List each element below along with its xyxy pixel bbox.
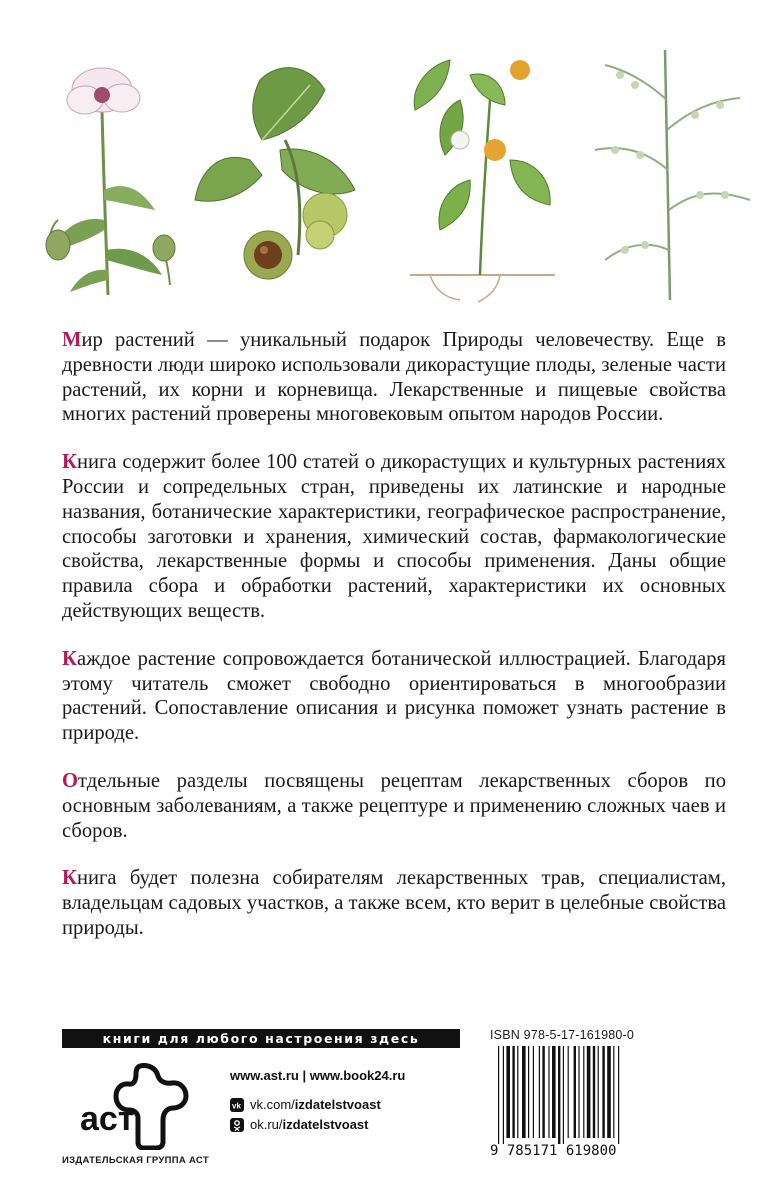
svg-text:vk: vk [232, 1101, 241, 1110]
isbn-label: ISBN 978-5-17-161980-0 [490, 1028, 635, 1042]
ok-icon [230, 1118, 244, 1132]
paragraph-text: тдельные разделы посвящены рецептам лекарственных сборов по основным заболеваниям, а также рецептуре и применению сложных чаев и сборов. [62, 769, 726, 842]
barcode [490, 1046, 650, 1158]
publisher-name: ИЗДАТЕЛЬСКАЯ ГРУППА АСТ [62, 1155, 209, 1166]
logo-text: аст [80, 1100, 135, 1138]
paragraph-1 [62, 328, 726, 427]
plant-illustrations [30, 40, 755, 305]
description-text [62, 328, 726, 964]
initial-letter: К [62, 647, 77, 670]
wormwood-illustration [585, 40, 755, 305]
paragraph-text: нига содержит более 100 статей о дикорастущих и культурных растениях России и сопредельных стран, приведены их латинские и народные названия, ботанические характеристики, географическое распространение, способы заготовки и хранения, химический состав, фармакологические свойства, лекарственные формы и способы применения. Даны общие правила сбора и обработки растений, характеристики их основных действующих веществ. [62, 451, 726, 622]
paragraph-3 [62, 647, 726, 746]
celandine-illustration [390, 40, 560, 305]
vk-link[interactable] [230, 1097, 405, 1112]
barcode-digits: 9 785171 619800 [490, 1143, 617, 1158]
vk-handle: izdatelstvoast [294, 1097, 381, 1112]
initial-letter: М [62, 329, 82, 351]
slogan-banner: книги для любого настроения здесь [62, 1029, 460, 1048]
initial-letter: О [62, 769, 79, 792]
vk-prefix: vk.com/ [250, 1097, 295, 1112]
paragraph-4 [62, 769, 726, 843]
paragraph-text: нига будет полезна собирателям лекарственных трав, специалистам, владельцам садовых участков, а также всем, кто верит в целебные свойства природы. [62, 867, 726, 939]
website-links[interactable]: www.ast.ru | www.book24.ru [230, 1068, 406, 1083]
publisher-links [230, 1068, 405, 1137]
paragraph-text: аждое растение сопровождается ботанической иллюстрацией. Благодаря этому читатель сможет свободно ориентироваться в многообразии растений. Сопоставление описания и рисунка поможет узнать растение в природе. [62, 647, 726, 745]
ast-logo [70, 1058, 210, 1150]
paragraph-text: ир растений — уникальный подарок Природы человечеству. Еще в древности люди широко использовали дикорастущие плоды, зеленые части растений, их корни и корневища. Лекарственные и пищевые свойства многих растений проверены многовековым опытом народов России. [62, 329, 726, 426]
paragraph-2 [62, 450, 726, 624]
ok-handle: izdatelstvoast [282, 1117, 369, 1132]
paragraph-5 [62, 866, 726, 940]
poppy-illustration [30, 40, 180, 305]
initial-letter: К [62, 451, 77, 474]
ok-link[interactable] [230, 1117, 405, 1132]
ok-prefix: ok.ru/ [250, 1117, 283, 1132]
initial-letter: К [62, 867, 77, 890]
chestnut-illustration [190, 40, 365, 305]
vk-icon [230, 1098, 244, 1112]
